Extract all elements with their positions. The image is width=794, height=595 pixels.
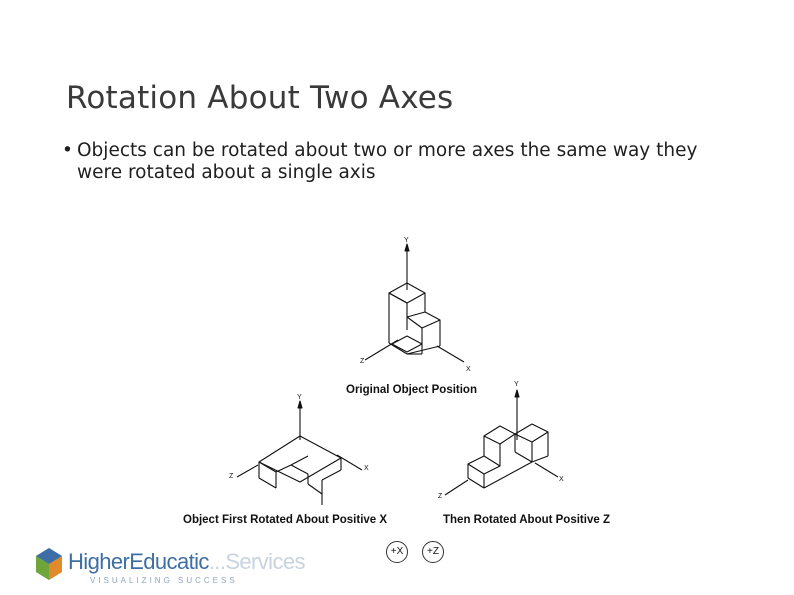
y-axis-arrow	[405, 244, 409, 251]
caption-original: Original Object Position	[346, 384, 477, 396]
z-axis-label: Z	[229, 473, 234, 480]
logo-name	[68, 549, 305, 575]
caption-then-rotated: Then Rotated About Positive Z	[443, 514, 610, 526]
z-axis-label: Z	[438, 493, 443, 500]
caption-first-rotated: Object First Rotated About Positive X	[183, 514, 388, 526]
then-rotated-object-drawing	[445, 390, 558, 495]
logo-hexagon-icon	[34, 547, 64, 585]
bullet-text: Objects can be rotated about two or more axes the same way they were rotated about a single axis	[77, 140, 698, 183]
bullet-dot: •	[62, 140, 73, 161]
rotation-badge-x: +X	[386, 541, 408, 563]
company-logo	[34, 545, 305, 589]
x-axis-line	[535, 463, 558, 477]
logo-tagline: VISUALIZING SUCCESS	[90, 576, 238, 585]
y-axis-label: Y	[297, 394, 302, 401]
first-rotated-object-drawing	[237, 401, 362, 505]
z-axis-label: Z	[360, 358, 365, 365]
logo-name-faded: ...Services	[208, 549, 305, 574]
x-axis-line	[437, 346, 464, 362]
slide-title: Rotation About Two Axes	[66, 80, 454, 116]
y-axis-label: Y	[404, 237, 409, 244]
x-axis-label: X	[364, 465, 369, 472]
z-axis-line	[237, 465, 258, 477]
y-axis-label: Y	[514, 381, 519, 388]
x-axis-label: X	[466, 366, 471, 373]
original-object-drawing	[365, 244, 464, 362]
rotation-badge-z: +Z	[422, 541, 444, 563]
logo-name-visible: HigherEducatic	[68, 549, 209, 574]
z-axis-line	[445, 480, 468, 495]
x-axis-label: X	[559, 476, 564, 483]
